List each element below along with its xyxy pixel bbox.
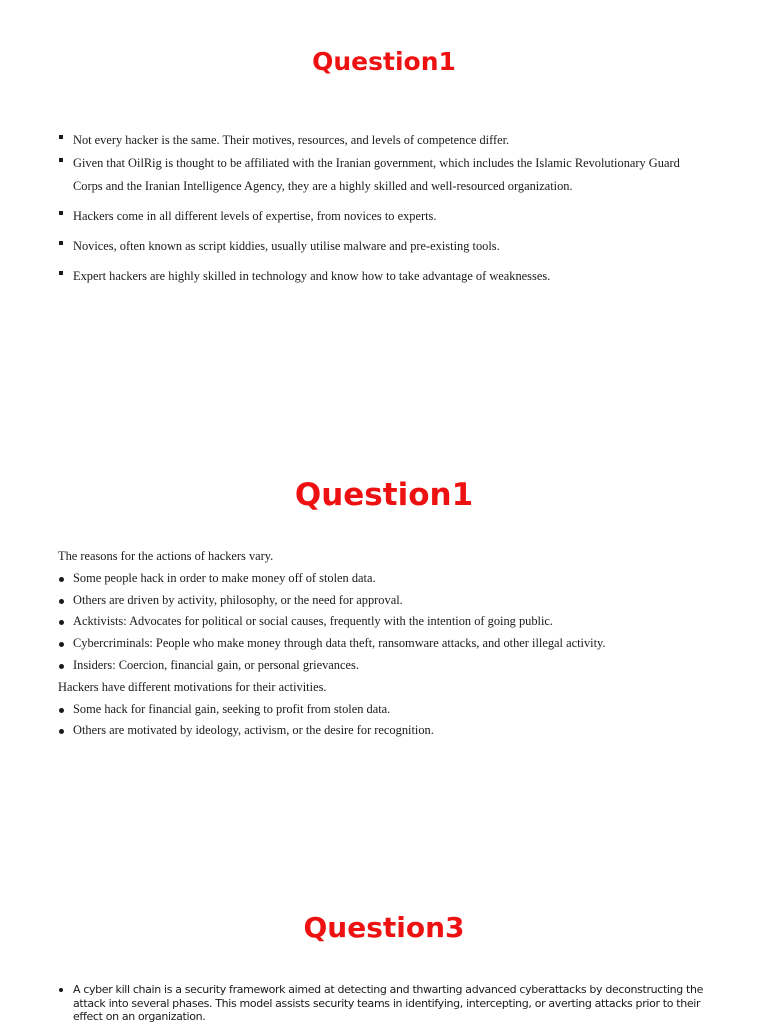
square-bullet-icon [59, 135, 63, 139]
list-item-text: Acktivists: Advocates for political or social causes, frequently with the intention of going public. [73, 614, 554, 629]
list-item-text: Cybercriminals: People who make money through data theft, ransomware attacks, and other illegal activity. [73, 636, 606, 651]
section2-bullet-list-b [58, 699, 738, 743]
list-item-text: Some hack for financial gain, seeking to profit from stolen data. [73, 701, 391, 716]
list-item-text: Others are motivated by ideology, activism, or the desire for recognition. [73, 723, 434, 738]
section3-bullet-list [58, 983, 708, 1024]
section2-intro: The reasons for the actions of hackers vary. [58, 549, 274, 563]
section3-heading: Question3 [303, 911, 465, 944]
list-item-text: A cyber kill chain is a security framework aimed at detecting and thwarting advanced cyberattacks by deconstructing the attack into several phases. This model assists security teams in identifying, intercepting, or averting attacks prior to their effect on an organization. [73, 983, 704, 1024]
list-item-text: Given that OilRig is thought to be affiliated with the Iranian government, which includes the Islamic Revolutionary Guard Corps and the Iranian Intelligence Agency, they are a highly skilled and well-resourced organization. [73, 156, 680, 193]
list-item-text: Expert hackers are highly skilled in technology and know how to take advantage of weaknesses. [73, 269, 551, 283]
list-item-text: Hackers come in all different levels of expertise, from novices to experts. [73, 209, 437, 223]
section2-bullet-list-a [58, 568, 738, 677]
list-item [58, 152, 708, 198]
list-item [58, 699, 738, 721]
round-bullet-icon [59, 599, 64, 604]
square-bullet-icon [59, 158, 63, 162]
section2-heading: Question1 [294, 477, 474, 513]
round-bullet-icon [59, 708, 64, 713]
square-bullet-icon [59, 211, 63, 215]
round-bullet-icon [59, 642, 64, 647]
list-item [58, 655, 738, 677]
round-bullet-icon [59, 988, 63, 992]
round-bullet-icon [59, 577, 64, 582]
section1-heading: Question1 [312, 47, 456, 76]
list-item [58, 129, 708, 152]
section2-intro-2: Hackers have different motivations for their activities. [58, 679, 327, 694]
round-bullet-icon [59, 729, 64, 734]
list-item [58, 611, 738, 633]
section2-body [58, 546, 738, 742]
list-item [58, 265, 708, 288]
square-bullet-icon [59, 241, 63, 245]
list-item-text: Insiders: Coercion, financial gain, or personal grievances. [73, 657, 359, 672]
list-item [58, 720, 738, 742]
list-item-text: Some people hack in order to make money off of stolen data. [73, 570, 376, 585]
square-bullet-icon [59, 271, 63, 275]
list-item [58, 983, 708, 1024]
list-item-text: Not every hacker is the same. Their motives, resources, and levels of competence differ. [73, 133, 510, 147]
round-bullet-icon [59, 620, 64, 625]
list-item [58, 590, 738, 612]
list-item [58, 568, 738, 590]
list-item [58, 205, 708, 228]
list-item-text: Novices, often known as script kiddies, usually utilise malware and pre-existing tools. [73, 239, 500, 253]
list-item [58, 633, 738, 655]
list-item [58, 235, 708, 258]
round-bullet-icon [59, 664, 64, 669]
section1-bullet-list [58, 129, 708, 288]
list-item-text: Others are driven by activity, philosophy, or the need for approval. [73, 592, 403, 607]
